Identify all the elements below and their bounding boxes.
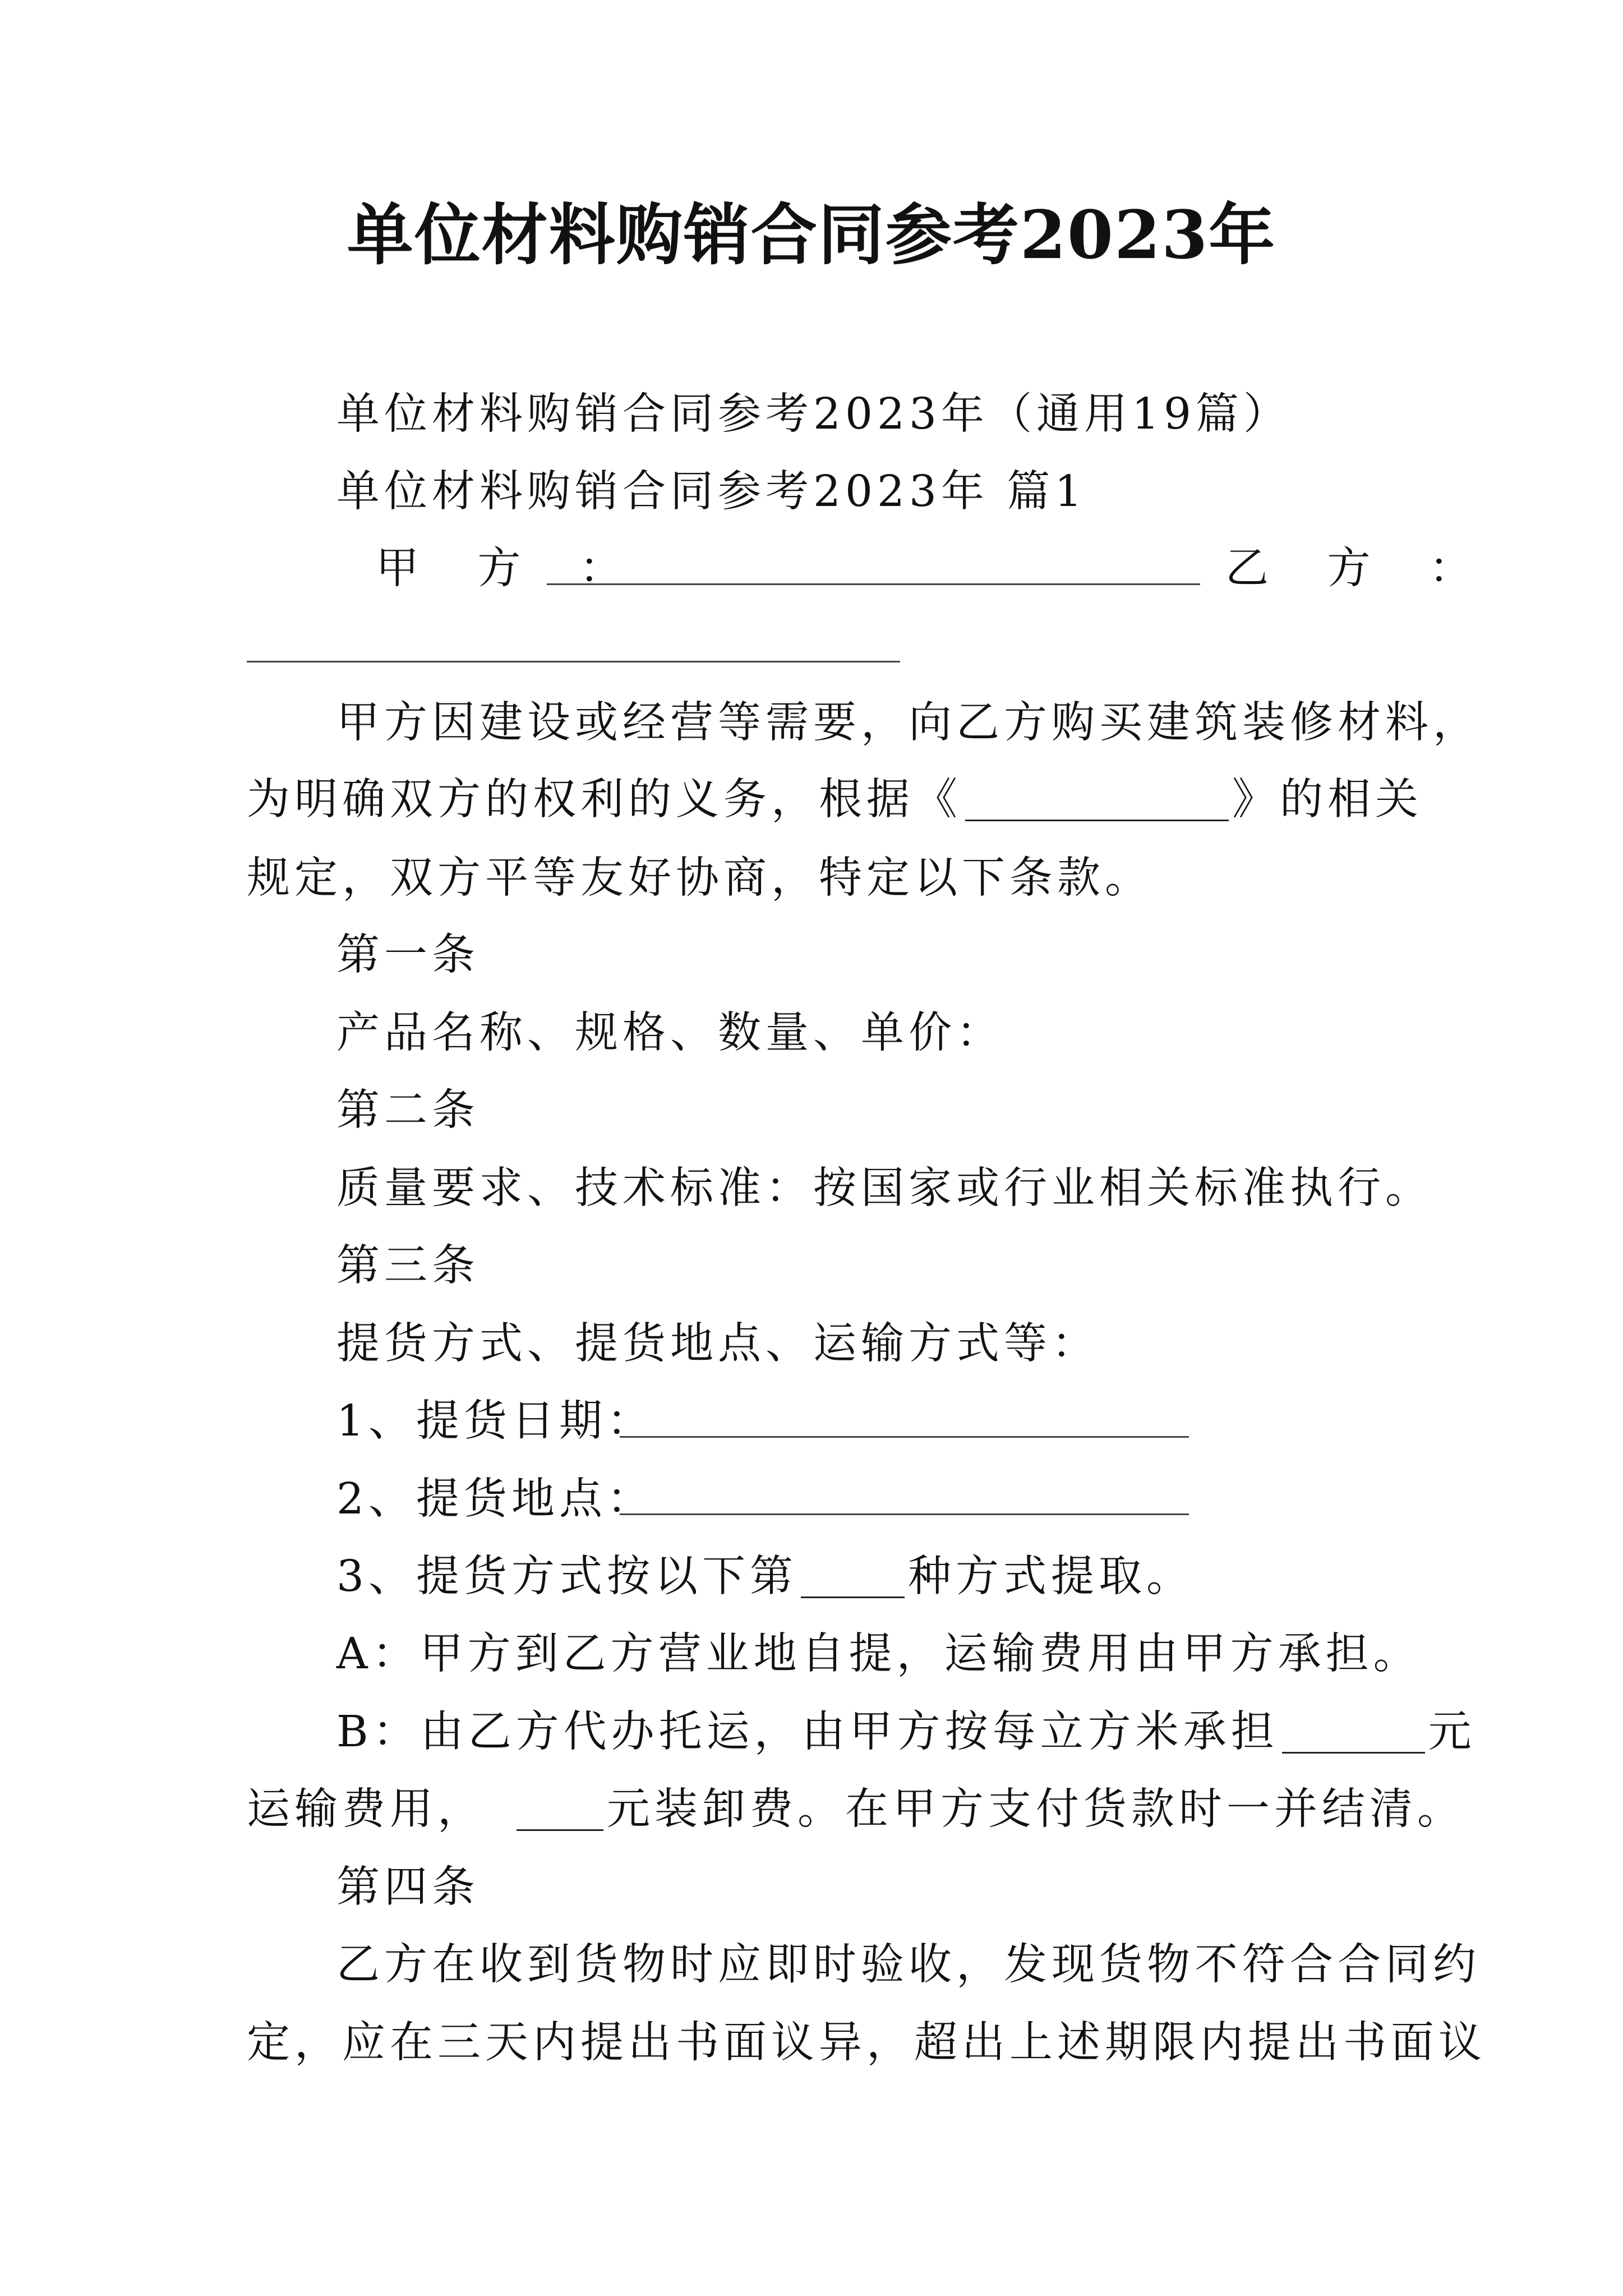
intro-line-1: 甲方因建设或经营等需要，向乙方购买建筑装修材料， (336, 698, 1481, 748)
handling-fee-blank (517, 1790, 603, 1831)
option-a: A：甲方到乙方营业地自提，运输费用由甲方承担。 (336, 1629, 1421, 1679)
pickup-location-blank (620, 1513, 1189, 1515)
option-b2-post: 元装卸费。在甲方支付货款时一并结清。 (607, 1784, 1465, 1834)
section-heading: 单位材料购销合同参考2023年 篇1 (336, 467, 1087, 517)
party-a-label: 甲 方 ： (376, 544, 645, 593)
party-b-label: 乙 方 ： (1225, 544, 1495, 593)
article-2-heading: 第二条 (336, 1085, 479, 1135)
document-title: 单位材料购销合同参考2023年 (347, 196, 1276, 274)
pickup-date-label: 1、提货日期： (336, 1396, 654, 1446)
option-b2-pre: 运输费用， (247, 1784, 485, 1834)
intro-line-3: 规定，双方平等友好协商，特定以下条款。 (247, 853, 1152, 903)
option-b-post: 元 (1428, 1707, 1476, 1757)
option-b-line-2 (247, 1784, 1465, 1834)
pickup-method-pre: 3、提货方式按以下第 (336, 1552, 797, 1602)
article-4-heading: 第四条 (336, 1862, 479, 1912)
article-1-heading: 第一条 (336, 930, 479, 980)
party-a-blank (547, 583, 1200, 585)
article-1-text: 产品名称、规格、数量、单价： (336, 1008, 1004, 1058)
option-b-line-1 (336, 1707, 1476, 1757)
article-2-text: 质量要求、技术标准：按国家或行业相关标准执行。 (336, 1163, 1433, 1213)
pickup-method-line (336, 1552, 1194, 1602)
pickup-method-blank (801, 1557, 905, 1598)
article-4-line-1: 乙方在收到货物时应即时验收，发现货物不符合合同约 (336, 1940, 1481, 1990)
pickup-location-label: 2、提货地点： (336, 1474, 654, 1524)
option-b-pre: B：由乙方代办托运，由甲方按每立方米承担 (336, 1707, 1279, 1757)
intro-line-2-pre: 为明确双方的权利的义务，根据《 (247, 775, 962, 825)
article-3-heading: 第三条 (336, 1241, 479, 1291)
intro-line-2 (247, 775, 1423, 825)
pickup-date-blank (620, 1436, 1189, 1438)
pickup-method-post: 种方式提取。 (908, 1552, 1194, 1602)
law-name-blank (965, 780, 1229, 821)
party-b-blank (247, 661, 900, 662)
article-3-text: 提货方式、提货地点、运输方式等： (336, 1319, 1099, 1369)
freight-fee-blank (1282, 1713, 1425, 1754)
subtitle: 单位材料购销合同参考2023年（通用19篇） (336, 389, 1291, 439)
article-4-line-2: 定，应在三天内提出书面议异，超出上述期限内提出书面议 (247, 2018, 1486, 2068)
intro-line-2-post: 》的相关 (1232, 775, 1423, 825)
